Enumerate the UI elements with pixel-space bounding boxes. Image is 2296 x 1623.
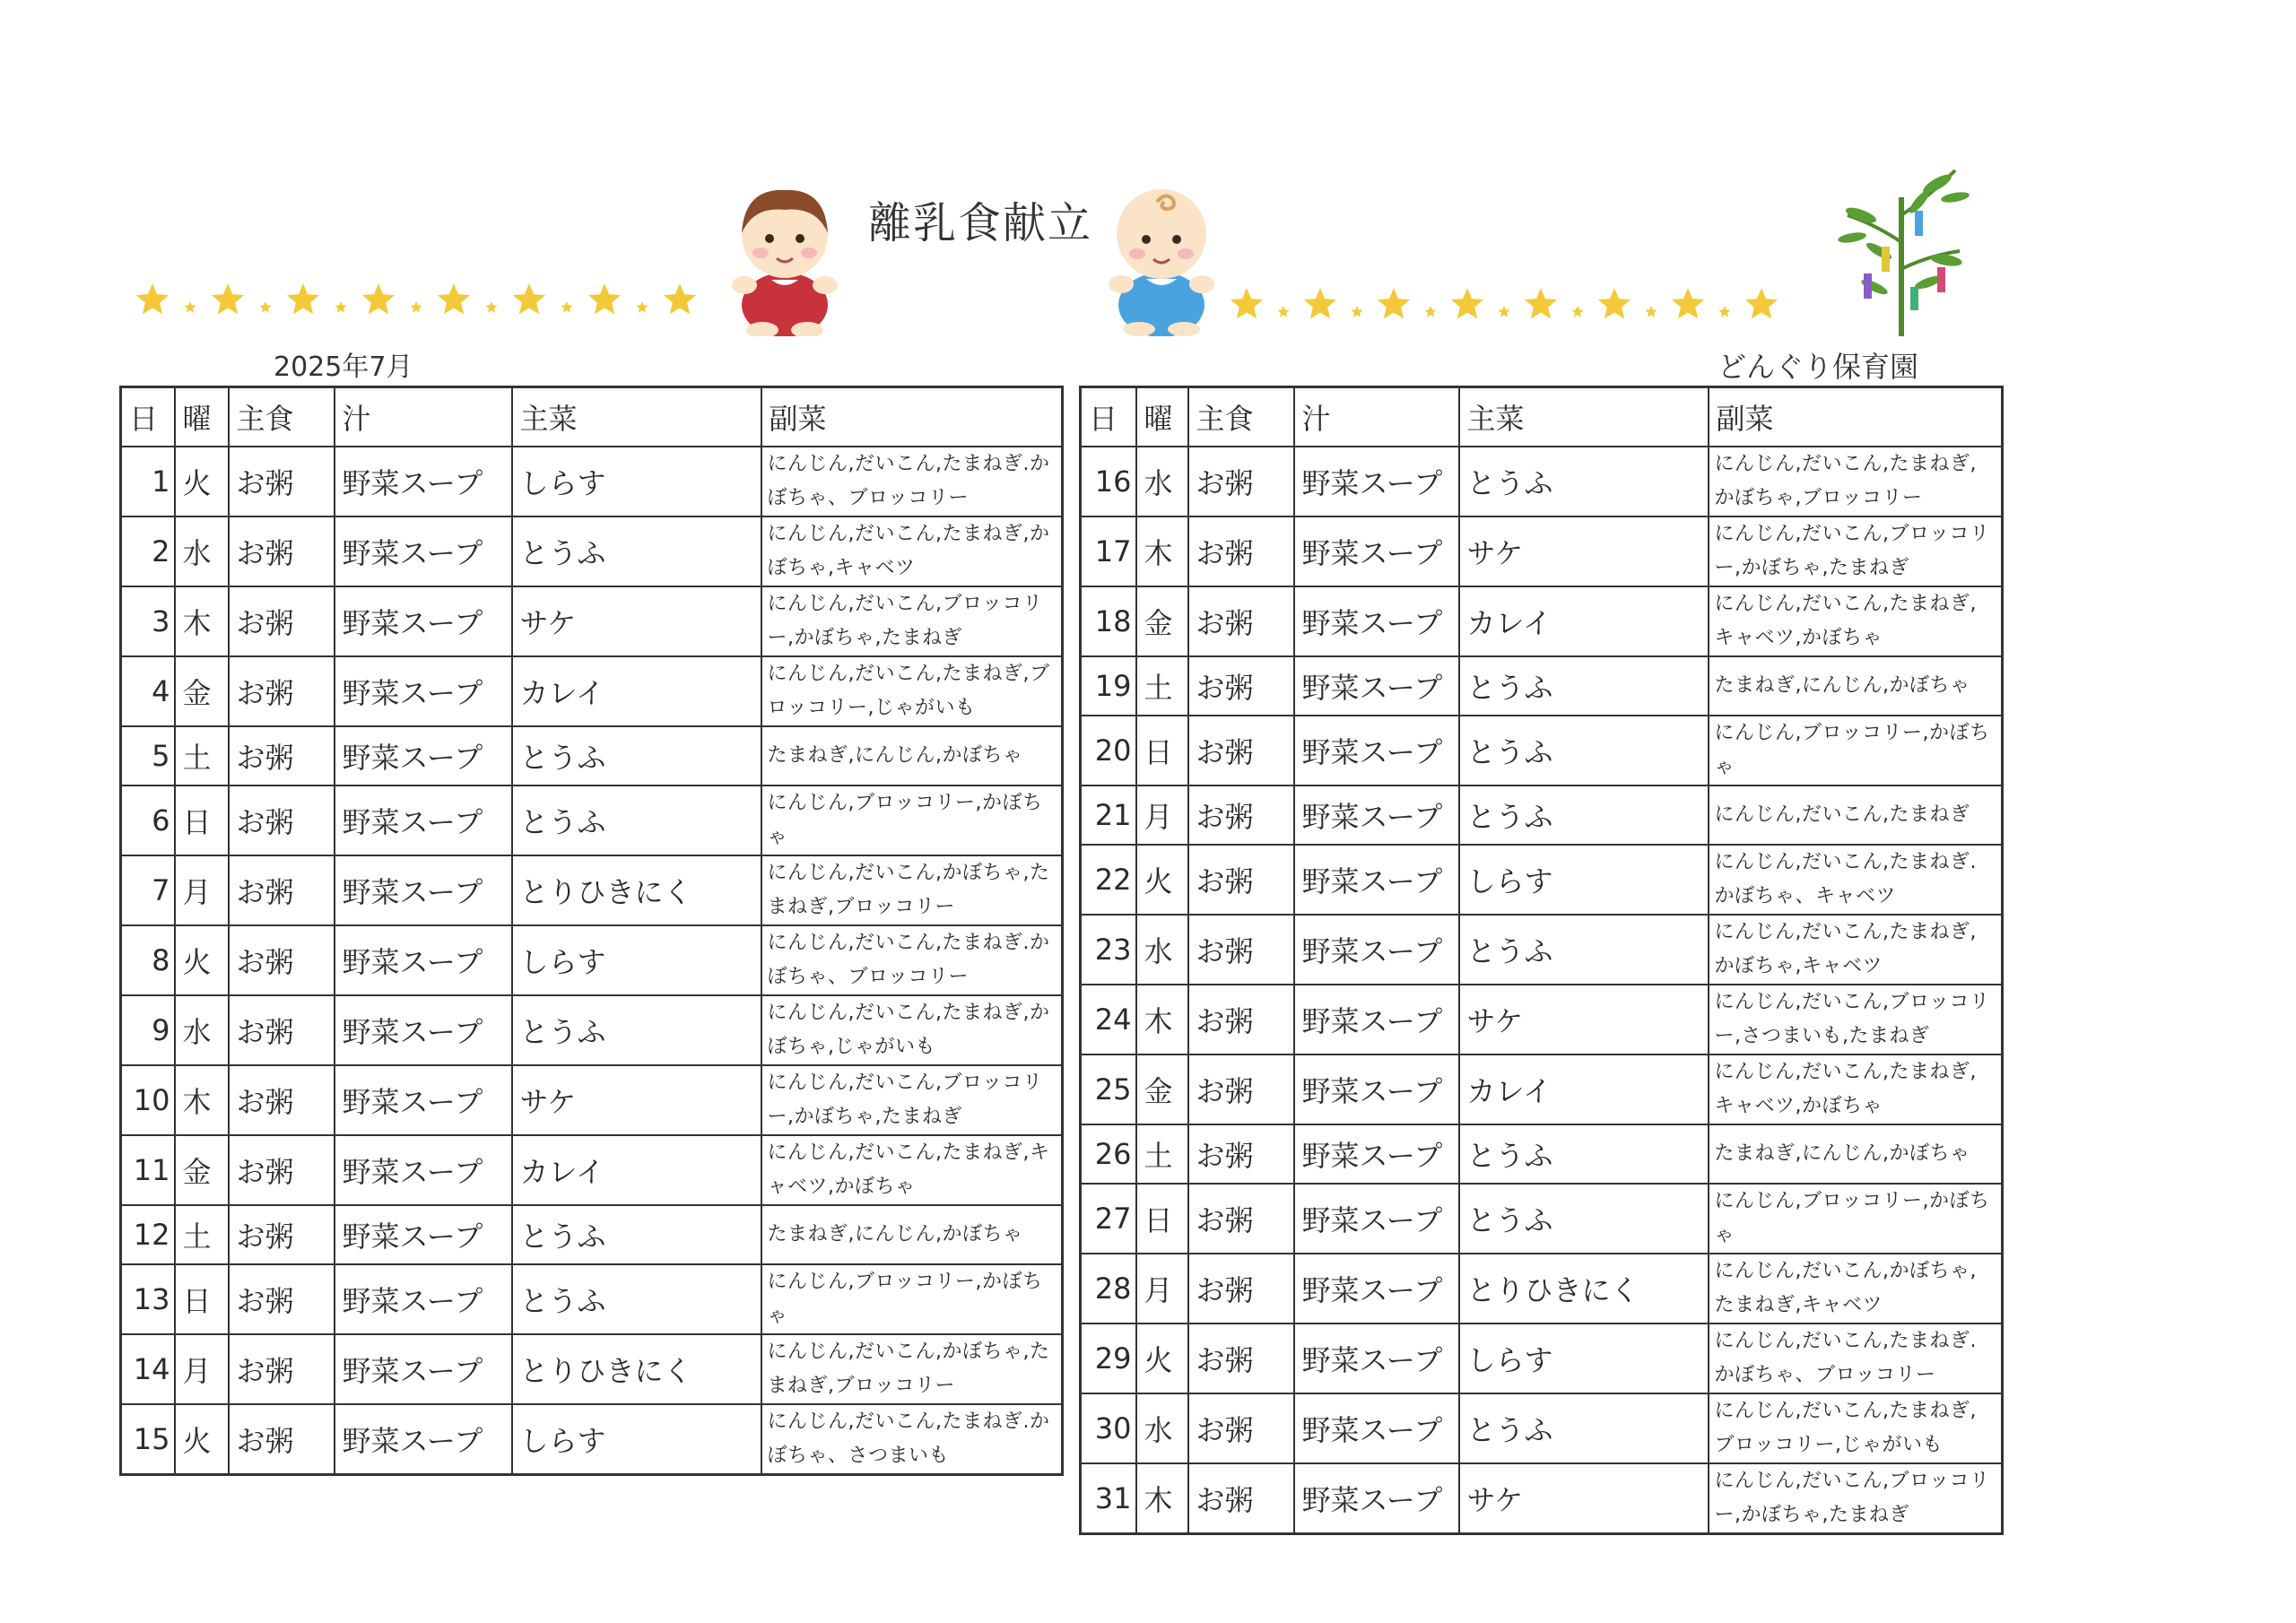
soup-cell: 野菜スープ: [335, 1334, 512, 1404]
side-dish-cell: にんじん,だいこん,たまねぎ.かぼちゃ、キャベツ: [1709, 845, 2003, 915]
staple-cell: お粥: [1188, 716, 1294, 785]
weekday-cell: 日: [1136, 716, 1188, 785]
staple-cell: お粥: [229, 516, 335, 586]
star-icon: [1378, 288, 1410, 318]
weekday-cell: 金: [1136, 586, 1188, 656]
table-row: [121, 1404, 1063, 1475]
day-cell: 9: [121, 995, 175, 1065]
table-row: [121, 1065, 1063, 1135]
side-dish-cell: にんじん,だいこん,かぼちゃ,たまねぎ,キャベツ: [1709, 1254, 2003, 1324]
side-dish-cell: にんじん,だいこん,たまねぎ,かぼちゃ,ブロッコリー: [1709, 447, 2003, 516]
header-staple: 主食: [229, 387, 335, 447]
weekday-cell: 火: [1136, 845, 1188, 915]
day-cell: 8: [121, 925, 175, 995]
star-icon: [362, 283, 395, 314]
day-cell: 12: [121, 1205, 175, 1264]
staple-cell: お粥: [1188, 1124, 1294, 1184]
table-row: [1081, 1254, 2003, 1324]
day-cell: 2: [121, 516, 175, 586]
side-dish-cell: にんじん,だいこん,たまねぎ.かぼちゃ、ブロッコリー: [761, 925, 1063, 995]
main-dish-cell: とうふ: [512, 516, 761, 586]
header-main: 主菜: [1459, 387, 1709, 447]
main-dish-cell: とりひきにく: [1459, 1254, 1709, 1324]
staple-cell: お粥: [1188, 1055, 1294, 1124]
soup-cell: 野菜スープ: [1294, 1393, 1459, 1463]
staple-cell: お粥: [1188, 447, 1294, 516]
main-dish-cell: サケ: [512, 1065, 761, 1135]
weekday-cell: 木: [1136, 1463, 1188, 1534]
star-icon: [1672, 288, 1704, 318]
table-row: [121, 785, 1063, 855]
star-icon: [212, 283, 244, 314]
staple-cell: お粥: [229, 447, 335, 516]
weekday-cell: 木: [1136, 516, 1188, 586]
weekday-cell: 土: [175, 726, 229, 785]
table-row: [1081, 447, 2003, 516]
side-dish-cell: にんじん,だいこん,たまねぎ,かぼちゃ,キャベツ: [761, 516, 1063, 586]
header-main: 主菜: [512, 387, 761, 447]
soup-cell: 野菜スープ: [1294, 1055, 1459, 1124]
weekday-cell: 火: [175, 1404, 229, 1475]
soup-cell: 野菜スープ: [1294, 1254, 1459, 1324]
main-dish-cell: サケ: [1459, 985, 1709, 1055]
weekday-cell: 日: [1136, 1184, 1188, 1254]
day-cell: 23: [1081, 915, 1136, 985]
side-dish-cell: にんじん,だいこん,たまねぎ,キャベツ,かぼちゃ: [1709, 586, 2003, 656]
staple-cell: お粥: [229, 785, 335, 855]
main-dish-cell: とうふ: [1459, 1393, 1709, 1463]
soup-cell: 野菜スープ: [335, 656, 512, 726]
weekday-cell: 日: [175, 785, 229, 855]
main-dish-cell: とうふ: [1459, 915, 1709, 985]
day-cell: 11: [121, 1135, 175, 1205]
day-cell: 24: [1081, 985, 1136, 1055]
soup-cell: 野菜スープ: [1294, 845, 1459, 915]
staple-cell: お粥: [229, 1404, 335, 1475]
side-dish-cell: たまねぎ,にんじん,かぼちゃ: [761, 1205, 1063, 1264]
main-dish-cell: とうふ: [1459, 656, 1709, 716]
side-dish-cell: にんじん,だいこん,たまねぎ,キャベツ,かぼちゃ: [761, 1135, 1063, 1205]
staple-cell: お粥: [1188, 1393, 1294, 1463]
main-dish-cell: サケ: [1459, 1463, 1709, 1534]
weekday-cell: 火: [175, 447, 229, 516]
soup-cell: 野菜スープ: [335, 785, 512, 855]
day-cell: 13: [121, 1264, 175, 1334]
month-label: 2025年7月: [274, 352, 413, 383]
main-dish-cell: カレイ: [1459, 586, 1709, 656]
small-star-icon: [184, 301, 196, 313]
main-dish-cell: サケ: [512, 586, 761, 656]
star-icon: [588, 283, 621, 314]
menu-table-right: [1079, 386, 2004, 1535]
day-cell: 31: [1081, 1463, 1136, 1534]
main-dish-cell: カレイ: [1459, 1055, 1709, 1124]
soup-cell: 野菜スープ: [335, 1065, 512, 1135]
soup-cell: 野菜スープ: [1294, 586, 1459, 656]
day-cell: 16: [1081, 447, 1136, 516]
weekday-cell: 木: [175, 586, 229, 656]
table-row: [1081, 656, 2003, 716]
soup-cell: 野菜スープ: [335, 1404, 512, 1475]
main-dish-cell: とりひきにく: [512, 1334, 761, 1404]
weekday-cell: 火: [175, 925, 229, 995]
main-dish-cell: とうふ: [512, 1205, 761, 1264]
main-dish-cell: とうふ: [512, 995, 761, 1065]
day-cell: 25: [1081, 1055, 1136, 1124]
staple-cell: お粥: [229, 586, 335, 656]
side-dish-cell: にんじん,だいこん,ブロッコリー,かぼちゃ,たまねぎ: [1709, 516, 2003, 586]
table-row: [1081, 1463, 2003, 1534]
staple-cell: お粥: [229, 1334, 335, 1404]
soup-cell: 野菜スープ: [335, 586, 512, 656]
main-dish-cell: しらす: [1459, 845, 1709, 915]
soup-cell: 野菜スープ: [1294, 785, 1459, 845]
staple-cell: お粥: [1188, 656, 1294, 716]
soup-cell: 野菜スープ: [1294, 1463, 1459, 1534]
staple-cell: お粥: [1188, 985, 1294, 1055]
main-dish-cell: とうふ: [1459, 447, 1709, 516]
weekday-cell: 金: [175, 656, 229, 726]
main-dish-cell: サケ: [1459, 516, 1709, 586]
table-row: [121, 447, 1063, 516]
soup-cell: 野菜スープ: [1294, 447, 1459, 516]
staple-cell: お粥: [229, 1205, 335, 1264]
weekday-cell: 水: [175, 995, 229, 1065]
soup-cell: 野菜スープ: [335, 855, 512, 925]
weekday-cell: 木: [1136, 985, 1188, 1055]
side-dish-cell: にんじん,ブロッコリー,かぼちゃ: [1709, 1184, 2003, 1254]
star-icon: [1598, 288, 1631, 318]
staple-cell: お粥: [229, 1065, 335, 1135]
table-row: [121, 1264, 1063, 1334]
side-dish-cell: にんじん,だいこん,たまねぎ,キャベツ,かぼちゃ: [1709, 1055, 2003, 1124]
staple-cell: お粥: [229, 925, 335, 995]
main-dish-cell: とうふ: [1459, 1184, 1709, 1254]
staple-cell: お粥: [229, 1264, 335, 1334]
side-dish-cell: たまねぎ,にんじん,かぼちゃ: [761, 726, 1063, 785]
soup-cell: 野菜スープ: [335, 726, 512, 785]
main-dish-cell: とうふ: [512, 1264, 761, 1334]
soup-cell: 野菜スープ: [335, 995, 512, 1065]
table-row: [121, 995, 1063, 1065]
table-row: [1081, 785, 2003, 845]
weekday-cell: 土: [1136, 1124, 1188, 1184]
small-star-icon: [335, 301, 346, 313]
soup-cell: 野菜スープ: [1294, 915, 1459, 985]
weekday-cell: 金: [175, 1135, 229, 1205]
small-star-icon: [1571, 306, 1583, 317]
header-weekday: 曜: [175, 387, 229, 447]
staple-cell: お粥: [229, 1135, 335, 1205]
table-row: [121, 516, 1063, 586]
table-row: [1081, 845, 2003, 915]
star-icon: [1451, 288, 1483, 318]
soup-cell: 野菜スープ: [335, 447, 512, 516]
baby-girl-icon: [718, 179, 852, 336]
header-day: 日: [1081, 387, 1136, 447]
table-row: [121, 726, 1063, 785]
table-row: [121, 1334, 1063, 1404]
weekday-cell: 水: [1136, 915, 1188, 985]
day-cell: 27: [1081, 1184, 1136, 1254]
table-row: [121, 1205, 1063, 1264]
side-dish-cell: にんじん,だいこん,ブロッコリー,かぼちゃ,たまねぎ: [761, 586, 1063, 656]
side-dish-cell: にんじん,だいこん,たまねぎ.かぼちゃ、ブロッコリー: [1709, 1324, 2003, 1393]
small-star-icon: [1645, 306, 1657, 317]
header-soup: 汁: [335, 387, 512, 447]
tanabata-bamboo-icon: [1830, 161, 1973, 341]
staple-cell: お粥: [1188, 1324, 1294, 1393]
main-dish-cell: とうふ: [1459, 1124, 1709, 1184]
small-star-icon: [561, 301, 572, 313]
side-dish-cell: にんじん,だいこん,たまねぎ,ブロッコリー,じゃがいも: [761, 656, 1063, 726]
weekday-cell: 月: [1136, 785, 1188, 845]
table-row: [1081, 1055, 2003, 1124]
small-star-icon: [1351, 306, 1362, 317]
soup-cell: 野菜スープ: [1294, 985, 1459, 1055]
star-icon: [1231, 288, 1263, 318]
side-dish-cell: にんじん,だいこん,たまねぎ,ブロッコリー,じゃがいも: [1709, 1393, 2003, 1463]
header-soup: 汁: [1294, 387, 1459, 447]
weekday-cell: 火: [1136, 1324, 1188, 1393]
side-dish-cell: にんじん,だいこん,たまねぎ: [1709, 785, 2003, 845]
small-star-icon: [1498, 306, 1509, 317]
staple-cell: お粥: [1188, 586, 1294, 656]
star-icon: [438, 283, 470, 314]
star-icon: [136, 283, 169, 314]
header-row: [121, 387, 1063, 447]
soup-cell: 野菜スープ: [335, 925, 512, 995]
soup-cell: 野菜スープ: [335, 1264, 512, 1334]
day-cell: 4: [121, 656, 175, 726]
day-cell: 22: [1081, 845, 1136, 915]
side-dish-cell: にんじん,だいこん,かぼちゃ,たまねぎ,ブロッコリー: [761, 1334, 1063, 1404]
small-star-icon: [1718, 306, 1730, 317]
star-garland-left-icon: [135, 273, 709, 327]
staple-cell: お粥: [1188, 915, 1294, 985]
table-row: [1081, 1184, 2003, 1254]
day-cell: 19: [1081, 656, 1136, 716]
small-star-icon: [636, 301, 648, 313]
table-row: [1081, 716, 2003, 785]
day-cell: 28: [1081, 1254, 1136, 1324]
weekday-cell: 木: [175, 1065, 229, 1135]
day-cell: 17: [1081, 516, 1136, 586]
star-garland-right-icon: [1229, 278, 1812, 332]
main-dish-cell: とりひきにく: [512, 855, 761, 925]
side-dish-cell: にんじん,だいこん,たまねぎ.かぼちゃ、ブロッコリー: [761, 447, 1063, 516]
staple-cell: お粥: [1188, 1254, 1294, 1324]
soup-cell: 野菜スープ: [1294, 656, 1459, 716]
table-row: [1081, 915, 2003, 985]
table-row: [1081, 586, 2003, 656]
school-name: どんぐり保育園: [1718, 350, 1919, 384]
day-cell: 29: [1081, 1324, 1136, 1393]
small-star-icon: [259, 301, 271, 313]
star-icon: [287, 283, 319, 314]
table-row: [121, 656, 1063, 726]
side-dish-cell: にんじん,だいこん,ブロッコリー,かぼちゃ,たまねぎ: [761, 1065, 1063, 1135]
header-side: 副菜: [1709, 387, 2003, 447]
side-dish-cell: たまねぎ,にんじん,かぼちゃ: [1709, 656, 2003, 716]
weekday-cell: 月: [175, 855, 229, 925]
table-row: [1081, 516, 2003, 586]
weekday-cell: 土: [1136, 656, 1188, 716]
staple-cell: お粥: [1188, 845, 1294, 915]
header-row: [1081, 387, 2003, 447]
main-dish-cell: カレイ: [512, 1135, 761, 1205]
soup-cell: 野菜スープ: [1294, 716, 1459, 785]
weekday-cell: 水: [175, 516, 229, 586]
side-dish-cell: にんじん,ブロッコリー,かぼちゃ: [1709, 716, 2003, 785]
small-star-icon: [410, 301, 422, 313]
table-row: [121, 855, 1063, 925]
side-dish-cell: にんじん,だいこん,かぼちゃ,たまねぎ,ブロッコリー: [761, 855, 1063, 925]
day-cell: 5: [121, 726, 175, 785]
header-staple: 主食: [1188, 387, 1294, 447]
side-dish-cell: にんじん,ブロッコリー,かぼちゃ: [761, 785, 1063, 855]
page-title: 離乳食献立: [868, 198, 1093, 248]
table-row: [1081, 1393, 2003, 1463]
main-dish-cell: とうふ: [512, 726, 761, 785]
star-icon: [1304, 288, 1336, 318]
small-star-icon: [485, 301, 497, 313]
table-row: [1081, 985, 2003, 1055]
day-cell: 18: [1081, 586, 1136, 656]
day-cell: 1: [121, 447, 175, 516]
main-dish-cell: しらす: [512, 1404, 761, 1475]
soup-cell: 野菜スープ: [1294, 1124, 1459, 1184]
side-dish-cell: にんじん,だいこん,ブロッコリー,かぼちゃ,たまねぎ: [1709, 1463, 2003, 1534]
table-row: [1081, 1324, 2003, 1393]
day-cell: 15: [121, 1404, 175, 1475]
main-dish-cell: とうふ: [1459, 716, 1709, 785]
side-dish-cell: にんじん,だいこん,ブロッコリー,さつまいも,たまねぎ: [1709, 985, 2003, 1055]
soup-cell: 野菜スープ: [335, 516, 512, 586]
day-cell: 10: [121, 1065, 175, 1135]
day-cell: 3: [121, 586, 175, 656]
day-cell: 21: [1081, 785, 1136, 845]
side-dish-cell: にんじん,だいこん,たまねぎ,かぼちゃ,じゃがいも: [761, 995, 1063, 1065]
side-dish-cell: たまねぎ,にんじん,かぼちゃ: [1709, 1124, 2003, 1184]
staple-cell: お粥: [1188, 1463, 1294, 1534]
weekday-cell: 水: [1136, 1393, 1188, 1463]
weekday-cell: 土: [175, 1205, 229, 1264]
day-cell: 26: [1081, 1124, 1136, 1184]
staple-cell: お粥: [1188, 1184, 1294, 1254]
small-star-icon: [1277, 306, 1289, 317]
side-dish-cell: にんじん,ブロッコリー,かぼちゃ: [761, 1264, 1063, 1334]
main-dish-cell: しらす: [1459, 1324, 1709, 1393]
table-row: [1081, 1124, 2003, 1184]
table-row: [121, 1135, 1063, 1205]
weekday-cell: 金: [1136, 1055, 1188, 1124]
day-cell: 20: [1081, 716, 1136, 785]
weekday-cell: 月: [1136, 1254, 1188, 1324]
table-row: [121, 586, 1063, 656]
staple-cell: お粥: [1188, 516, 1294, 586]
staple-cell: お粥: [229, 995, 335, 1065]
weekday-cell: 水: [1136, 447, 1188, 516]
star-icon: [1745, 288, 1778, 318]
staple-cell: お粥: [229, 656, 335, 726]
weekday-cell: 日: [175, 1264, 229, 1334]
day-cell: 6: [121, 785, 175, 855]
soup-cell: 野菜スープ: [1294, 516, 1459, 586]
staple-cell: お粥: [1188, 785, 1294, 845]
side-dish-cell: にんじん,だいこん,たまねぎ,かぼちゃ,キャベツ: [1709, 915, 2003, 985]
soup-cell: 野菜スープ: [335, 1205, 512, 1264]
table-row: [121, 925, 1063, 995]
menu-table-left: [119, 386, 1064, 1476]
main-dish-cell: カレイ: [512, 656, 761, 726]
side-dish-cell: にんじん,だいこん,たまねぎ.かぼちゃ、さつまいも: [761, 1404, 1063, 1475]
weekday-cell: 月: [175, 1334, 229, 1404]
main-dish-cell: しらす: [512, 447, 761, 516]
day-cell: 7: [121, 855, 175, 925]
star-icon: [664, 283, 696, 314]
main-dish-cell: しらす: [512, 925, 761, 995]
baby-boy-icon: [1094, 175, 1229, 336]
header-side: 副菜: [761, 387, 1063, 447]
soup-cell: 野菜スープ: [1294, 1184, 1459, 1254]
staple-cell: お粥: [229, 726, 335, 785]
day-cell: 14: [121, 1334, 175, 1404]
staple-cell: お粥: [229, 855, 335, 925]
main-dish-cell: とうふ: [1459, 785, 1709, 845]
header-day: 日: [121, 387, 175, 447]
small-star-icon: [1424, 306, 1436, 317]
header-weekday: 曜: [1136, 387, 1188, 447]
day-cell: 30: [1081, 1393, 1136, 1463]
soup-cell: 野菜スープ: [1294, 1324, 1459, 1393]
star-icon: [513, 283, 545, 314]
star-icon: [1525, 288, 1557, 318]
soup-cell: 野菜スープ: [335, 1135, 512, 1205]
main-dish-cell: とうふ: [512, 785, 761, 855]
